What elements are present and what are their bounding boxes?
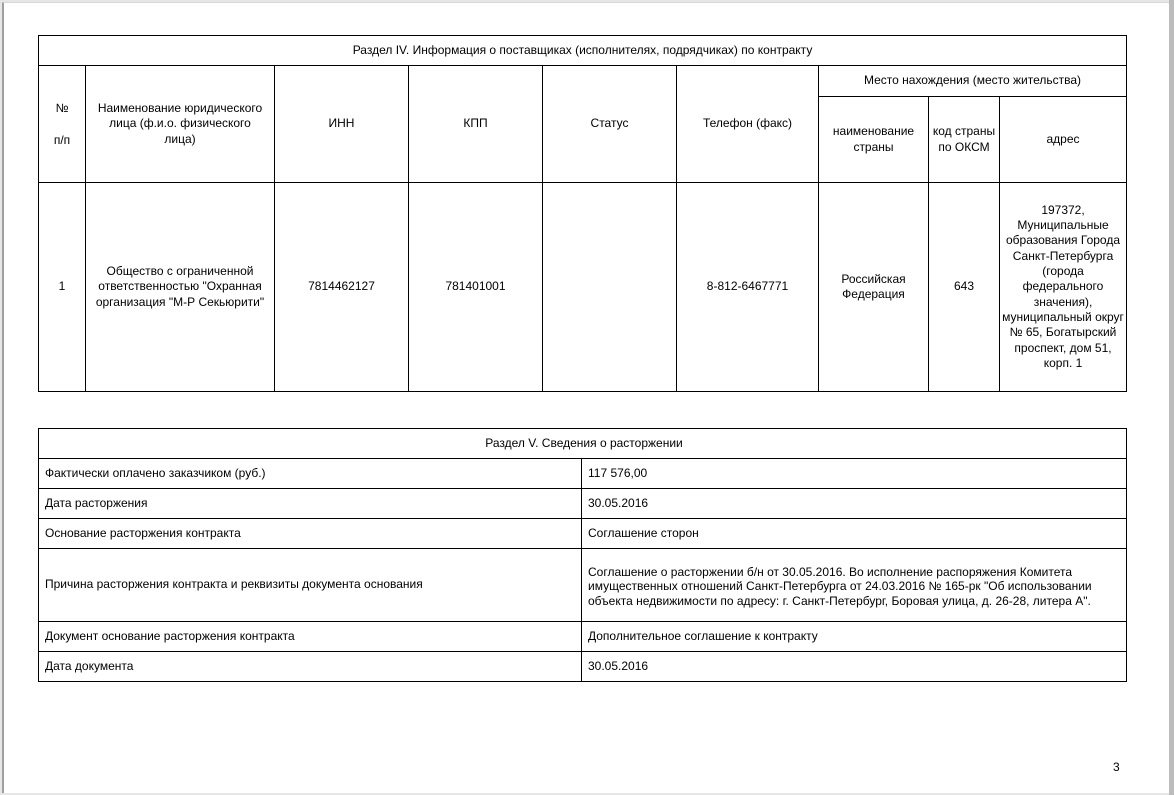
row-label: Причина расторжения контракта и реквизиты документа основания xyxy=(39,549,582,622)
row-value: Соглашение сторон xyxy=(582,519,1127,549)
row-value: 30.05.2016 xyxy=(582,489,1127,519)
header-country-code: код страны по ОКСМ xyxy=(929,97,1000,183)
header-name: Наименование юридического лица (ф.и.о. физического лица) xyxy=(86,66,275,183)
table-row xyxy=(39,459,1127,489)
cell-country-code: 643 xyxy=(929,183,1000,392)
table-row xyxy=(39,183,1127,392)
header-inn: ИНН xyxy=(275,66,409,183)
row-label: Документ основание расторжения контракта xyxy=(39,622,582,652)
cell-kpp: 781401001 xyxy=(409,183,543,392)
row-value: 117 576,00 xyxy=(582,459,1127,489)
header-status: Статус xyxy=(543,66,677,183)
header-address: адрес xyxy=(1000,97,1127,183)
row-label: Основание расторжения контракта xyxy=(39,519,582,549)
cell-phone: 8-812-6467771 xyxy=(677,183,819,392)
table-row xyxy=(39,519,1127,549)
row-value: 30.05.2016 xyxy=(582,652,1127,682)
row-label: Фактически оплачено заказчиком (руб.) xyxy=(39,459,582,489)
section4-title: Раздел IV. Информация о поставщиках (исполнителях, подрядчиках) по контракту xyxy=(39,36,1127,66)
header-phone: Телефон (факс) xyxy=(677,66,819,183)
table-row xyxy=(39,652,1127,682)
termination-table xyxy=(38,428,1127,682)
header-num: № п/п xyxy=(39,66,86,183)
row-label: Дата документа xyxy=(39,652,582,682)
row-value: Дополнительное соглашение к контракту xyxy=(582,622,1127,652)
header-country-name: наименование страны xyxy=(819,97,929,183)
cell-address: 197372, Муниципальные образования Города Санкт-Петербурга (города федерального значения), муниципальный округ № 65, Богатырский проспект, дом 51, корп. 1 xyxy=(1000,183,1127,392)
row-label: Дата расторжения xyxy=(39,489,582,519)
header-location: Место нахождения (место жительства) xyxy=(819,66,1127,97)
cell-country-name: Российская Федерация xyxy=(819,183,929,392)
cell-num: 1 xyxy=(39,183,86,392)
table-row xyxy=(39,622,1127,652)
viewer-scroll-edge xyxy=(1169,0,1174,795)
suppliers-table xyxy=(38,35,1127,392)
table-row xyxy=(39,549,1127,622)
page-number: 3 xyxy=(1113,760,1120,774)
cell-inn: 7814462127 xyxy=(275,183,409,392)
section5-title: Раздел V. Сведения о расторжении xyxy=(39,429,1127,459)
cell-name: Общество с ограниченной ответственностью "Охранная организация "М-Р Секьюрити" xyxy=(86,183,275,392)
cell-status xyxy=(543,183,677,392)
table-row xyxy=(39,489,1127,519)
header-kpp: КПП xyxy=(409,66,543,183)
row-value: Соглашение о расторжении б/н от 30.05.2016. Во исполнение распоряжения Комитета имущественных отношений Санкт-Петербурга от 24.03.2016 № 165-рк "Об использовании объекта недвижимости по адресу: г. Санкт-Петербург, Боровая улица, д. 26-28, литера А". xyxy=(582,549,1127,622)
